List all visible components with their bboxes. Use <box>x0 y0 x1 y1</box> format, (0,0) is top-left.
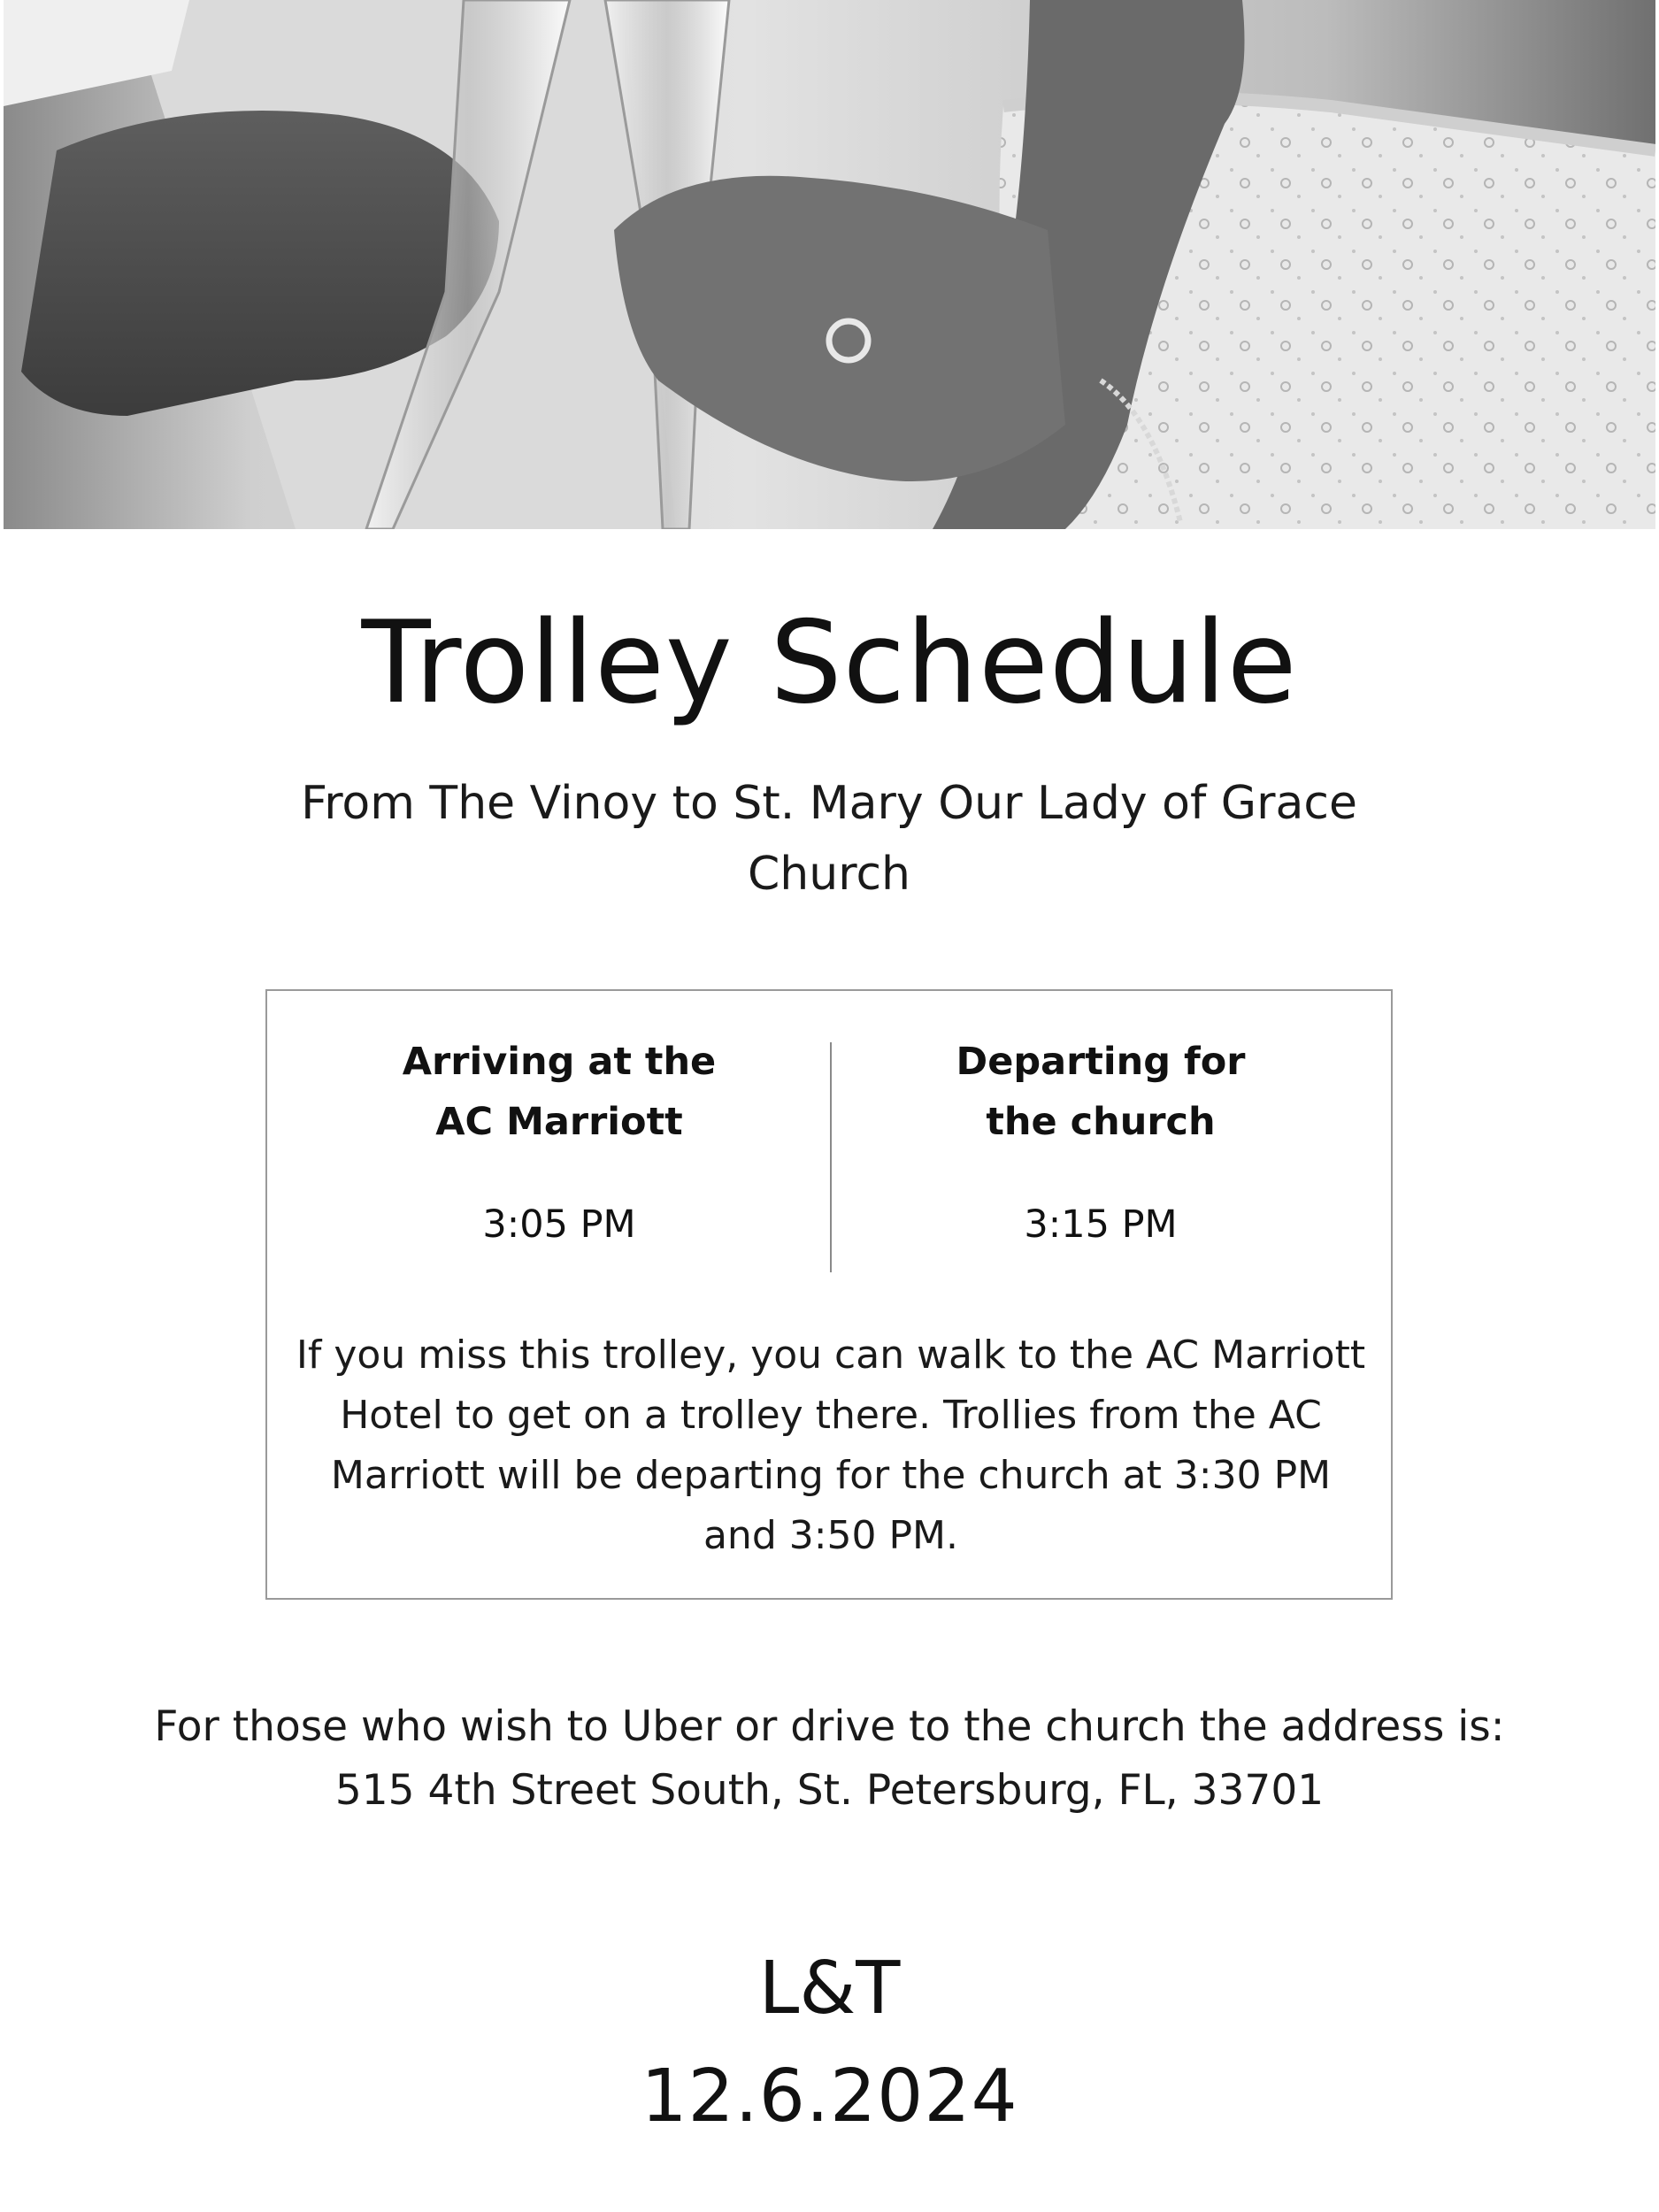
schedule-column-arriving <box>311 1032 807 1251</box>
column-divider <box>830 1042 832 1272</box>
schedule-column-departing <box>853 1032 1348 1251</box>
schedule-box <box>265 989 1393 1600</box>
hero-photo-illustration <box>4 0 1655 529</box>
column-time: 3:05 PM <box>482 1202 636 1247</box>
address-intro: For those who wish to Uber or drive to the church the address is: <box>154 1702 1505 1751</box>
church-address: 515 4th Street South, St. Petersburg, FL, 33701 <box>334 1766 1325 1815</box>
hero-photo <box>4 0 1655 529</box>
wedding-date: 12.6.2024 <box>641 2055 1018 2139</box>
column-time: 3:15 PM <box>1024 1202 1178 1247</box>
couple-initials: L&T <box>758 1947 901 2031</box>
schedule-note: If you miss this trolley, you can walk to the AC Marriott Hotel to get on a trolley there. Trollies from the AC Marriott will be departing for the church at 3:30 PM and 3:50 PM. <box>296 1333 1366 1558</box>
column-heading: Arriving at the AC Marriott <box>402 1040 717 1144</box>
page-title: Trolley Schedule <box>361 597 1298 729</box>
column-heading: Departing for the church <box>956 1040 1246 1144</box>
page-subtitle: From The Vinoy to St. Mary Our Lady of Grace Church <box>301 777 1357 901</box>
